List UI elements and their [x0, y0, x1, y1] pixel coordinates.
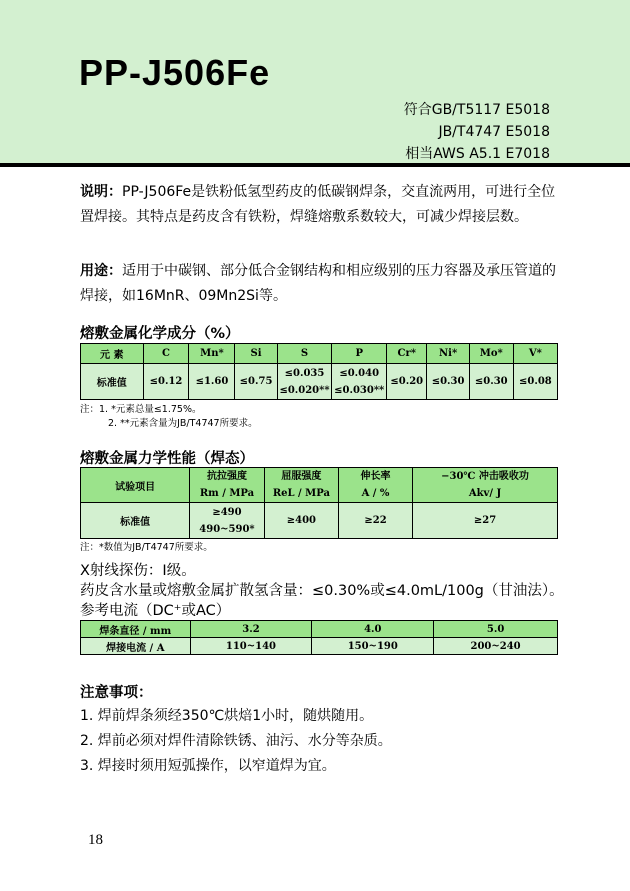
mech-header-unit: Rm / MPa	[199, 488, 255, 499]
mech-row-label: 标准值	[81, 503, 190, 539]
chem-value-cell	[277, 364, 332, 400]
mech-value: ≥490	[212, 506, 242, 518]
product-title: PP-J506Fe	[79, 52, 271, 93]
chem-value: ≤0.030**	[334, 384, 385, 396]
chem-header-cell: Cr*	[387, 344, 427, 364]
chem-header-cell: Mo*	[469, 344, 513, 364]
mech-note: 注：*数值为JB/T4747所要求。	[80, 542, 213, 553]
chem-value-cell: ≤0.12	[143, 364, 189, 400]
mech-heading: 熔敷金属力学性能（焊态）	[80, 451, 254, 467]
mech-table	[80, 467, 558, 539]
mech-header-label: 屈服强度	[281, 471, 322, 482]
chem-value-cell: ≤0.30	[469, 364, 513, 400]
mech-value-cell: ≥27	[413, 503, 558, 539]
chem-value: ≤0.020**	[279, 384, 330, 396]
current-row-label: 焊接电流 / A	[81, 638, 191, 655]
standards-block	[404, 99, 550, 165]
chem-header-cell: C	[143, 344, 189, 364]
mech-value-cell: ≥400	[264, 503, 338, 539]
standard-line: JB/T4747 E5018	[438, 124, 550, 140]
chem-header-cell: P	[332, 344, 387, 364]
mech-header-unit: A / %	[361, 488, 390, 499]
chem-value-cell: ≤0.08	[513, 364, 557, 400]
chem-value-cell: ≤0.30	[427, 364, 469, 400]
diameter-cell: 5.0	[434, 621, 558, 638]
standard-line: 符合GB/T5117 E5018	[403, 102, 550, 118]
chem-value-cell: ≤0.75	[235, 364, 277, 400]
chem-header-cell: V*	[513, 344, 557, 364]
usage-text: 适用于中碳钢、部分低合金钢结构和相应级别的压力容器及承压管道的焊接，如16MnR、09Mn2Si等。	[80, 263, 556, 304]
description-text: PP-J506Fe是铁粉低氢型药皮的低碳钢焊条，交直流两用，可进行全位置焊接。其特点是药皮含有铁粉，焊缝熔敷系数较大，可减少焊接层数。	[80, 184, 556, 225]
mech-header-label: −30℃ 冲击吸收功	[441, 471, 529, 482]
note-item: 1. 焊前焊条须经350℃烘焙1小时，随烘随用。	[80, 708, 374, 724]
chem-note-line: 2. **元素含量为JB/T4747所要求。	[108, 418, 258, 429]
mech-header-cell: 试验项目	[81, 468, 190, 503]
chem-header-cell: 元 素	[81, 344, 144, 364]
description-paragraph	[80, 180, 558, 230]
chem-row-label: 标准值	[81, 364, 144, 400]
chem-value: ≤0.035	[284, 367, 325, 379]
hydrogen-label: 药皮含水量或熔敷金属扩散氢含量：	[80, 583, 312, 599]
description-label: 说明：	[80, 184, 122, 200]
mech-value-cell	[190, 503, 265, 539]
current-heading: 参考电流（DC⁺或AC）	[80, 603, 231, 619]
usage-paragraph	[80, 259, 558, 309]
current-cell: 110~140	[190, 638, 312, 655]
mech-header-unit: ReL / MPa	[272, 488, 330, 499]
current-row-label: 焊条直径 / mm	[81, 621, 191, 638]
chem-header-cell: Mn*	[189, 344, 235, 364]
chem-header-cell: Si	[235, 344, 277, 364]
current-table	[80, 620, 558, 655]
mech-header-cell	[190, 468, 265, 503]
hydrogen-value: ≤0.30%或≤4.0mL/100g（甘油法）。	[312, 583, 564, 599]
chem-value-cell: ≤1.60	[189, 364, 235, 400]
chem-table	[80, 343, 558, 400]
chem-value-cell	[332, 364, 387, 400]
standard-line: 相当AWS A5.1 E7018	[405, 146, 550, 162]
usage-label: 用途：	[80, 263, 122, 279]
diameter-cell: 4.0	[312, 621, 434, 638]
note-item: 2. 焊前必须对焊件清除铁锈、油污、水分等杂质。	[80, 733, 392, 749]
xray-line: X射线探伤：Ⅰ级。	[80, 563, 196, 579]
mech-value-cell: ≥22	[338, 503, 412, 539]
chem-note	[80, 403, 258, 431]
mech-header-cell	[338, 468, 412, 503]
chem-value: ≤0.040	[339, 367, 380, 379]
mech-header-cell	[264, 468, 338, 503]
mech-header-cell	[413, 468, 558, 503]
chem-heading: 熔敷金属化学成分（%）	[80, 326, 240, 342]
note-item: 3. 焊接时须用短弧操作，以窄道焊为宜。	[80, 758, 336, 774]
chem-header-cell: Ni*	[427, 344, 469, 364]
current-cell: 200~240	[434, 638, 558, 655]
mech-header-unit: Akv/ J	[468, 488, 502, 499]
diameter-cell: 3.2	[190, 621, 312, 638]
current-cell: 150~190	[312, 638, 434, 655]
mech-header-label: 抗拉强度	[206, 471, 247, 482]
hydrogen-line	[80, 579, 564, 600]
mech-value: 490~590*	[199, 523, 255, 535]
chem-value-cell: ≤0.20	[387, 364, 427, 400]
page-number: 18	[88, 832, 103, 848]
notes-heading: 注意事项：	[80, 685, 153, 701]
chem-header-cell: S	[277, 344, 332, 364]
chem-note-line: 注：1. *元素总量≤1.75%。	[80, 404, 202, 415]
mech-header-label: 伸长率	[360, 471, 391, 482]
